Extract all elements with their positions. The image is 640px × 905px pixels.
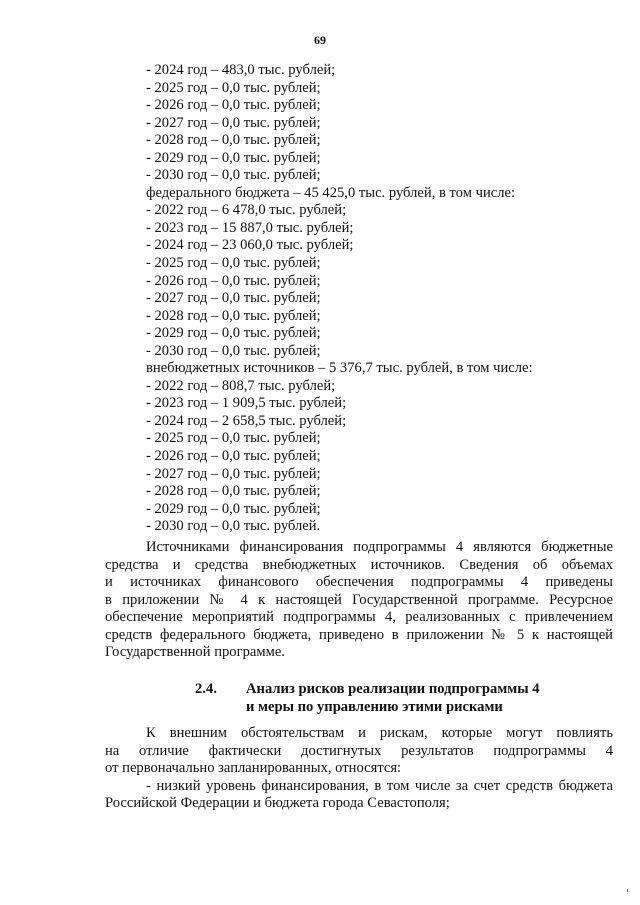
page-number: 69 [314,33,326,47]
funding-list-item: - 2026 год – 0,0 тыс. рублей; [146,272,321,289]
paragraph-line: - низкий уровень финансирования, в том числе за счет средств бюджета [146,777,613,794]
risks-paragraph [105,725,613,813]
funding-list-item: - 2029 год – 0,0 тыс. рублей; [146,325,321,342]
funding-list-item: - 2022 год – 6 478,0 тыс. рублей; [146,202,347,219]
funding-list-item: - 2026 год – 0,0 тыс. рублей; [146,97,321,114]
funding-list-item: - 2030 год – 0,0 тыс. рублей. [146,518,321,535]
paragraph-line: обеспечение мероприятий подпрограммы 4, реализованных с привлечением [105,609,613,625]
funding-list-item: - 2022 год – 808,7 тыс. рублей; [146,377,336,394]
funding-list-item: - 2024 год – 2 658,5 тыс. рублей; [146,412,347,429]
funding-list-item: - 2029 год – 0,0 тыс. рублей; [146,500,321,517]
funding-list-item: - 2023 год – 15 887,0 тыс. рублей; [146,219,354,236]
funding-list-item: - 2025 год – 0,0 тыс. рублей; [146,255,321,272]
funding-list-item: - 2028 год – 0,0 тыс. рублей; [146,307,321,324]
section-title-line2: и меры по управлению этими рисками [246,698,503,715]
paragraph-line: и источниках финансового обеспечения подпрограммы 4 приведены [105,574,613,590]
funding-list-item: - 2024 год – 483,0 тыс. рублей; [146,62,336,78]
funding-list-item: - 2024 год – 23 060,0 тыс. рублей; [146,237,354,254]
paragraph-line: Источниками финансирования подпрограммы 4 являются бюджетные [146,539,613,555]
funding-list-item: - 2027 год – 0,0 тыс. рублей; [146,114,321,131]
paragraph-line: К внешним обстоятельствам и рискам, которые могут повлиять [146,725,613,741]
paragraph-line: от первоначально запланированных, относятся: [105,760,402,776]
paragraph-line: Государственной программе. [105,644,285,660]
funding-list-item: - 2030 год – 0,0 тыс. рублей; [146,167,321,184]
paragraph-line: на отличие фактически достигнутых результатов подпрограммы 4 [105,742,613,759]
funding-list [146,62,533,536]
section-number: 2.4. [195,681,217,697]
funding-list-item: федерального бюджета – 45 425,0 тыс. рублей, в том числе: [146,184,516,201]
funding-sources-paragraph [105,539,613,662]
funding-list-item: - 2026 год – 0,0 тыс. рублей; [146,448,321,465]
funding-list-item: - 2030 год – 0,0 тыс. рублей; [146,342,321,359]
scan-artifact [627,889,628,892]
funding-list-item: - 2025 год – 0,0 тыс. рублей; [146,430,321,447]
funding-list-item: - 2025 год – 0,0 тыс. рублей; [146,79,321,96]
paragraph-line: средства и средства внебюджетных источников. Сведения об объемах [105,556,613,573]
paragraph-line: средств федерального бюджета, приведено в приложении № 5 к настоящей [105,626,613,643]
funding-list-item: внебюджетных источников – 5 376,7 тыс. рублей, в том числе: [146,360,533,377]
funding-list-item: - 2027 год – 0,0 тыс. рублей; [146,465,321,482]
funding-list-item: - 2029 год – 0,0 тыс. рублей; [146,149,321,166]
funding-list-item: - 2023 год – 1 909,5 тыс. рублей; [146,395,347,412]
funding-list-item: - 2028 год – 0,0 тыс. рублей; [146,483,321,500]
paragraph-line: в приложении № 4 к настоящей Государственной программе. Ресурсное [105,591,613,608]
funding-list-item: - 2027 год – 0,0 тыс. рублей; [146,290,321,307]
funding-list-item: - 2028 год – 0,0 тыс. рублей; [146,132,321,149]
section-title-line1: Анализ рисков реализации подпрограммы 4 [246,681,540,697]
paragraph-line: Российской Федерации и бюджета города Севастополя; [105,795,450,811]
